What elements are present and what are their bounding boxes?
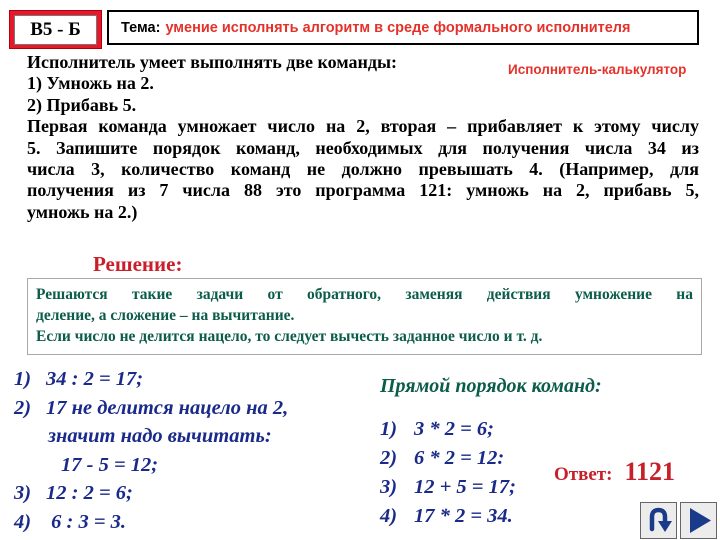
answer-label: Ответ: bbox=[554, 464, 613, 485]
back-button[interactable] bbox=[640, 502, 677, 539]
solution-line: Если число не делится нацело, то следует вычесть заданное число и т. д. bbox=[36, 328, 543, 345]
step-number: 4) bbox=[380, 505, 398, 527]
task-text bbox=[27, 52, 699, 223]
forward-step bbox=[380, 502, 516, 531]
step-text: 17 - 5 = 12; bbox=[61, 453, 159, 476]
task-line: 5. Запишите порядок команд, необходимых для получения числа 34 из bbox=[27, 137, 699, 158]
solution-box bbox=[27, 278, 702, 355]
task-line: Исполнитель умеет выполнять две команды: bbox=[27, 52, 398, 72]
reverse-step bbox=[14, 422, 288, 451]
reverse-step bbox=[14, 394, 288, 423]
task-line: числа 3, количество команд не должно превышать 4. (Например, для bbox=[27, 159, 699, 180]
task-line: 2) Прибавь 5. bbox=[27, 94, 137, 115]
solution-title: Решение: bbox=[93, 252, 183, 276]
reverse-step bbox=[14, 508, 288, 537]
next-button[interactable] bbox=[680, 502, 717, 539]
next-triangle-icon bbox=[681, 503, 716, 538]
step-number: 4) bbox=[14, 510, 32, 533]
reverse-steps bbox=[14, 365, 288, 536]
badge-label: В5 - Б bbox=[14, 15, 97, 45]
step-text: 12 : 2 = 6; bbox=[46, 482, 133, 504]
forward-steps bbox=[380, 415, 516, 531]
reverse-step bbox=[14, 479, 288, 508]
topic-value: умение исполнять алгоритм в среде формального исполнителя bbox=[165, 19, 631, 36]
answer bbox=[554, 457, 675, 487]
slide-badge bbox=[9, 10, 102, 49]
step-text: 12 + 5 = 17; bbox=[414, 476, 516, 498]
step-number: 3) bbox=[380, 476, 398, 498]
step-number: 1) bbox=[14, 368, 32, 390]
executor-tag: Исполнитель-калькулятор bbox=[508, 62, 687, 77]
step-text: 3 * 2 = 6; bbox=[414, 418, 495, 440]
topic-label: Тема: bbox=[121, 19, 161, 36]
task-line: умножь на 2.) bbox=[27, 201, 138, 222]
step-text: 17 не делится нацело на 2, bbox=[46, 396, 289, 419]
solution-line: деление, а сложение – на вычитание. bbox=[36, 307, 295, 324]
step-number: 1) bbox=[380, 418, 398, 440]
step-text: 6 * 2 = 12: bbox=[414, 447, 505, 469]
reverse-step bbox=[14, 365, 288, 394]
task-line: получения из 7 числа 88 это программа 121: умножь на 2, прибавь 5, bbox=[27, 180, 699, 201]
forward-step bbox=[380, 415, 516, 444]
step-number: 3) bbox=[14, 482, 32, 504]
step-text: 6 : 3 = 3. bbox=[46, 510, 127, 533]
step-number: 2) bbox=[14, 396, 32, 419]
step-text: 17 * 2 = 34. bbox=[414, 505, 513, 527]
forward-step bbox=[380, 444, 516, 473]
task-line: 1) Умножь на 2. bbox=[27, 73, 154, 94]
step-text: значит надо вычитать: bbox=[48, 425, 272, 447]
reverse-step bbox=[14, 451, 288, 480]
step-number: 2) bbox=[380, 447, 398, 469]
forward-title: Прямой порядок команд: bbox=[380, 375, 602, 397]
answer-value: 1121 bbox=[624, 457, 676, 486]
task-line: Первая команда умножает число на 2, вторая – прибавляет к этому числу bbox=[27, 116, 699, 137]
topic-box bbox=[107, 10, 699, 45]
solution-line: Решаются такие задачи от обратного, заменяя действия умножение на bbox=[36, 286, 693, 303]
forward-step bbox=[380, 473, 516, 502]
return-arrow-icon bbox=[641, 503, 676, 538]
step-text: 34 : 2 = 17; bbox=[46, 368, 144, 390]
